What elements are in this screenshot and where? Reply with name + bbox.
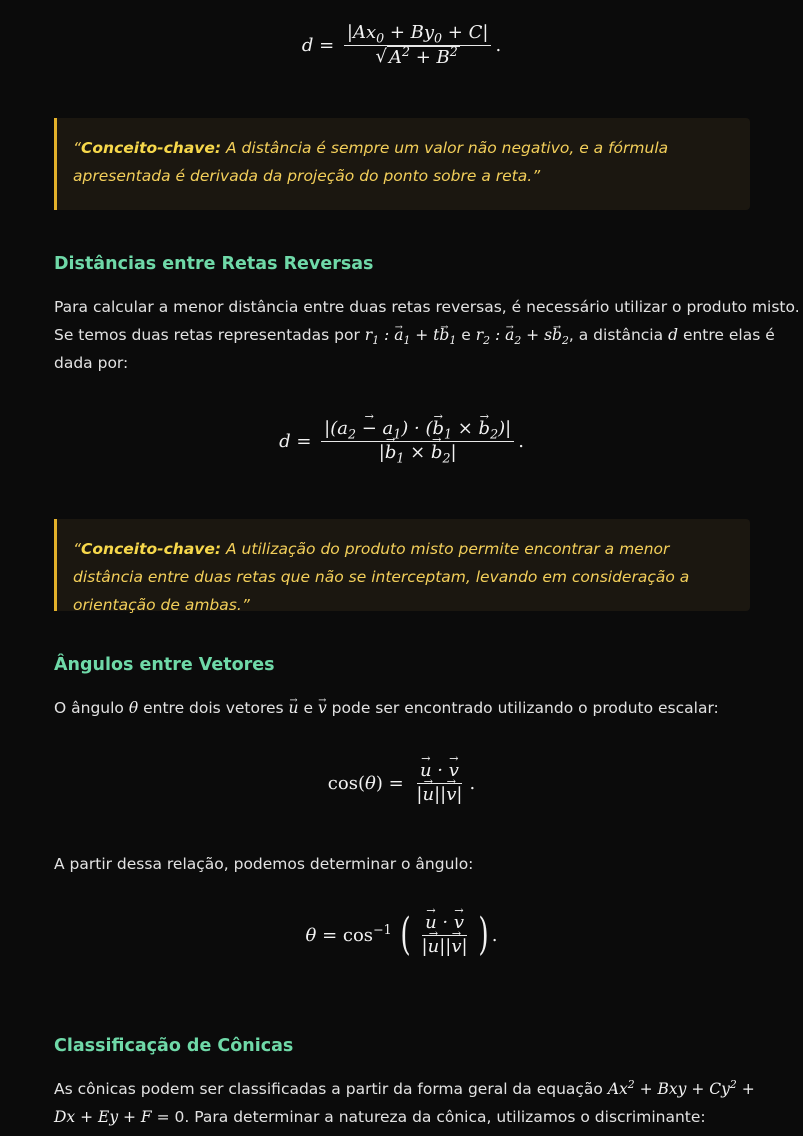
section-heading-conicas: Classificação de Cônicas [54,1036,294,1056]
paragraph-angulos-line-2: A partir dessa relação, podemos determinar o ângulo: [54,855,474,873]
text-fragment: pode ser encontrado utilizando o produto escalar: [331,699,719,717]
callout-text: A utilização do produto misto permite encontrar a menor distância entre duas retas que não se interceptam, levando em consideração a orientação de ambas. [73,540,690,614]
text-fragment: , a distância [568,326,664,344]
text-fragment: entre elas é [682,326,775,344]
paragraph-reversas-line-3: dada por: [54,354,129,372]
paragraph-reversas-line-2: Se temos duas retas representadas por $r_1$ : → $a_1 + t\to b_1$ e $r_2$ : → $a_2 + s\to b_2$, a distância d entre elas é [54,321,754,349]
key-concept-callout-2: “Conceito-chave: A utilização do produto misto permite encontrar a menor distância entre duas retas que não se interceptam, levando em consideração a orientação de ambas.” [54,519,750,611]
formula-point-line-distance: d = $|Ax_0 + By_0 + C|$ √ $A^2 + B^2$ . [301,22,502,68]
text-fragment: e [461,326,471,344]
formula-arccos-angle: θ = $\cos^{-1}$ ( → $\frac{u \cdot \to v}{|\to u||\to v|}$ ) . [0,912,803,958]
paragraph-angulos-line-1: O ângulo θ entre dois vetores → u e → v pode ser encontrado utilizando o produto escalar: [54,694,754,722]
text-fragment: O ângulo [54,699,124,717]
formula-cosine-angle: cos( θ ) = → $\frac{u \cdot \to v}{|\to u||\to v|}$ . [0,760,803,806]
callout-label: Conceito-chave: [81,139,222,157]
callout-text: A distância é sempre um valor não negativo, e a fórmula apresentada é derivada da projeção do ponto sobre a reta. [73,139,669,185]
paragraph-reversas-line-1: Para calcular a menor distância entre duas retas reversas, é necessário utilizar o produto misto. [54,298,800,316]
text-fragment: As cônicas podem ser classificadas a partir da forma geral da equação [54,1080,603,1098]
text-fragment: Se temos duas retas representadas por [54,326,360,344]
text-fragment: entre dois vetores [143,699,284,717]
text-fragment: e [303,699,314,717]
text-fragment: . Para determinar a natureza da cônica, utilizamos o discriminante: [184,1108,706,1126]
paragraph-conicas-line-1: As cônicas podem ser classificadas a partir da forma geral da equação $Ax^2$ + Bxy + $Cy^2$ + [54,1077,755,1098]
key-concept-callout-1: “Conceito-chave: A distância é sempre um valor não negativo, e a fórmula apresentada é derivada da projeção do ponto sobre a reta.” [54,118,750,210]
formula-skew-lines-distance: d = $\frac{|(\to a_2 - a_1) \cdot (\to b_1 \times \to b_2)|}{|\to b_1 \times \to b_2|}$ . [0,418,803,464]
section-heading-angulos: Ângulos entre Vetores [54,655,275,675]
paragraph-conicas-line-2: Dx + Ey + F = 0. Para determinar a natureza da cônica, utilizamos o discriminante: [54,1108,706,1126]
callout-label: Conceito-chave: [81,540,222,558]
section-heading-retas-reversas: Distâncias entre Retas Reversas [54,254,374,274]
